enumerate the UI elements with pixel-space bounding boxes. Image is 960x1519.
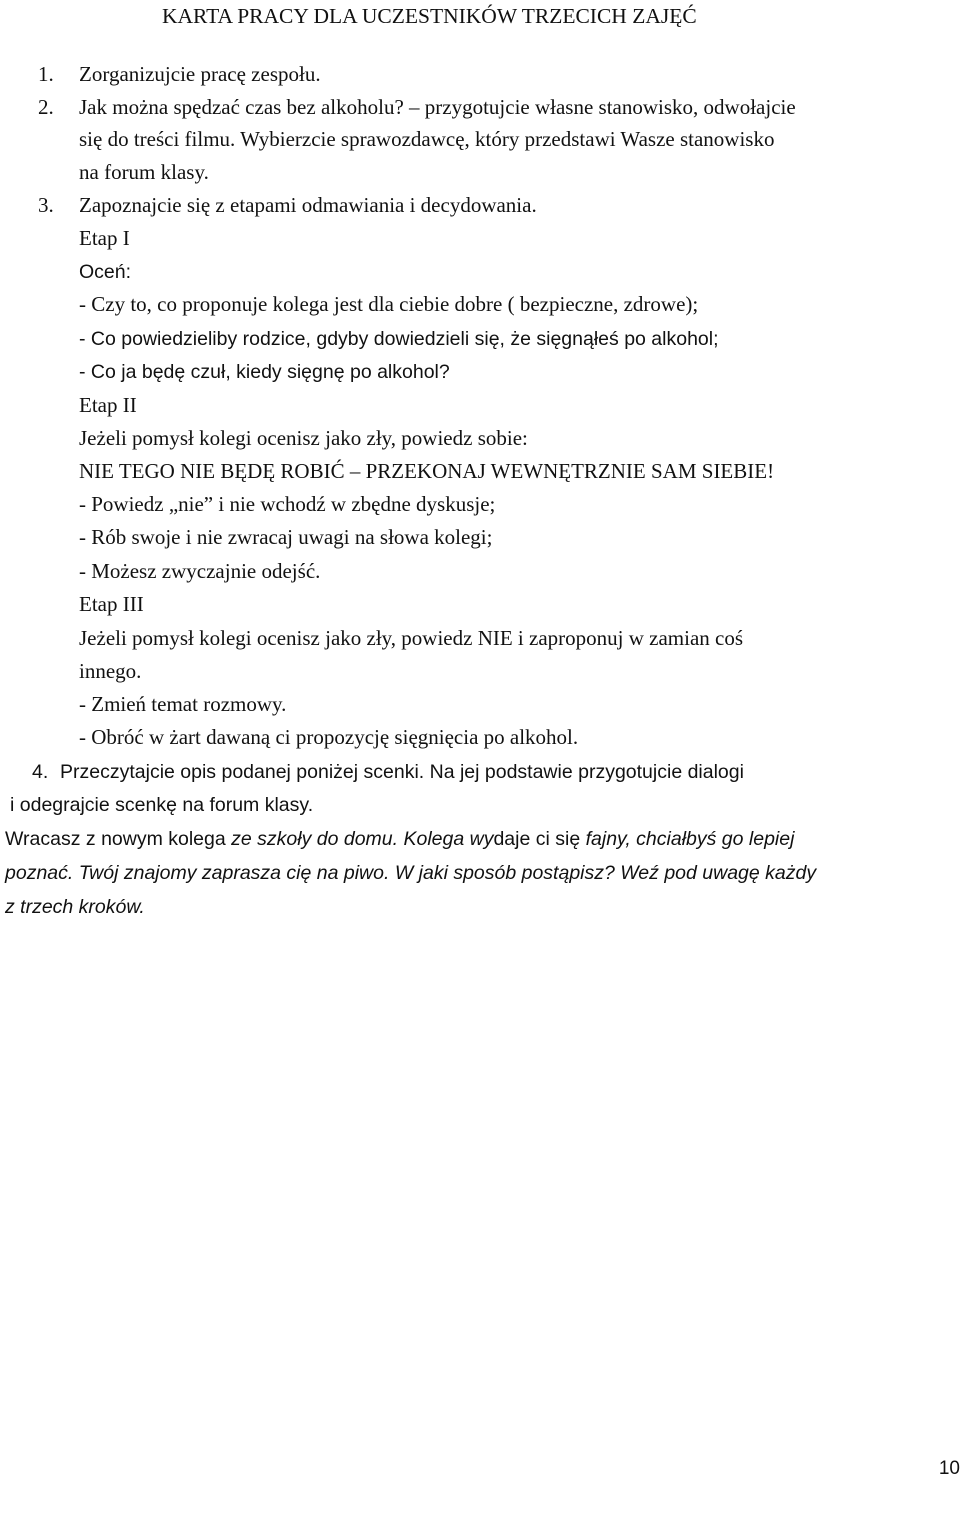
item-text-line3: na forum klasy. [79, 160, 209, 184]
scene-text-italic: ze szkoły do domu. Kolega wy [231, 828, 494, 850]
list-item-2 [38, 93, 796, 121]
scene-line3: z trzech kroków. [5, 896, 145, 918]
stage2-intro: Jeżeli pomysł kolegi ocenisz jako zły, powiedz sobie: [79, 426, 528, 450]
item-text-line2: i odegrajcie scenkę na forum klasy. [10, 794, 314, 816]
list-item-1 [38, 60, 321, 88]
page-title: KARTA PRACY DLA UCZESTNIKÓW TRZECICH ZAJĘĆ [162, 4, 697, 28]
stage3-intro-line1: Jeżeli pomysł kolegi ocenisz jako zły, powiedz NIE i zaproponuj w zamian coś [79, 626, 744, 650]
stage3-intro-line2: innego. [79, 659, 142, 683]
stage1-point: - Co powiedzieliby rodzice, gdyby dowiedzieli się, że sięgnąłeś po alkohol; [79, 328, 719, 350]
item-number: 2. [38, 95, 54, 119]
item-text: Zapoznajcie się z etapami odmawiania i decydowania. [79, 193, 537, 217]
list-item-3 [38, 191, 537, 219]
stage1-prompt: Oceń: [79, 261, 132, 283]
scene-text-italic: fajny, chciałbyś go lepiej [585, 828, 795, 850]
stage3-point: - Zmień temat rozmowy. [79, 692, 287, 716]
stage2-slogan: NIE TEGO NIE BĘDĘ ROBIĆ – PRZEKONAJ WEWNĘTRZNIE SAM SIEBIE! [79, 459, 775, 483]
item-text-line1: Jak można spędzać czas bez alkoholu? – przygotujcie własne stanowisko, odwołajcie [79, 95, 796, 119]
stage3-point: - Obróć w żart dawaną ci propozycję sięgnięcia po alkohol. [79, 725, 579, 749]
stage1-point: - Czy to, co proponuje kolega jest dla ciebie dobre ( bezpieczne, zdrowe); [79, 292, 699, 316]
item-text: Zorganizujcie pracę zespołu. [79, 62, 321, 86]
scene-text: daje ci się [493, 828, 586, 850]
scene-text: Wracasz z nowym kolega [5, 828, 232, 850]
stage1-heading: Etap I [79, 226, 130, 250]
stage2-heading: Etap II [79, 393, 137, 417]
scene-line1 [5, 825, 794, 853]
page-number: 10 [938, 1458, 960, 1479]
stage1-point: - Co ja będę czuł, kiedy sięgnę po alkohol? [79, 361, 450, 383]
list-item-4 [32, 758, 744, 786]
item-number: 3. [38, 193, 54, 217]
item-number: 1. [38, 62, 54, 86]
stage2-point: - Powiedz „nie” i nie wchodź w zbędne dyskusje; [79, 492, 496, 516]
stage2-point: - Rób swoje i nie zwracaj uwagi na słowa kolegi; [79, 525, 493, 549]
stage2-point: - Możesz zwyczajnie odejść. [79, 559, 321, 583]
item-text-line2: się do treści filmu. Wybierzcie sprawozdawcę, który przedstawi Wasze stanowisko [79, 127, 775, 151]
item-text-line1: Przeczytajcie opis podanej poniżej scenki. Na jej podstawie przygotujcie dialogi [60, 761, 744, 783]
item-number: 4. [32, 761, 49, 783]
scene-line2: poznać. Twój znajomy zaprasza cię na piwo. W jaki sposób postąpisz? Weź pod uwagę każdy [5, 862, 817, 884]
stage3-heading: Etap III [79, 592, 144, 616]
